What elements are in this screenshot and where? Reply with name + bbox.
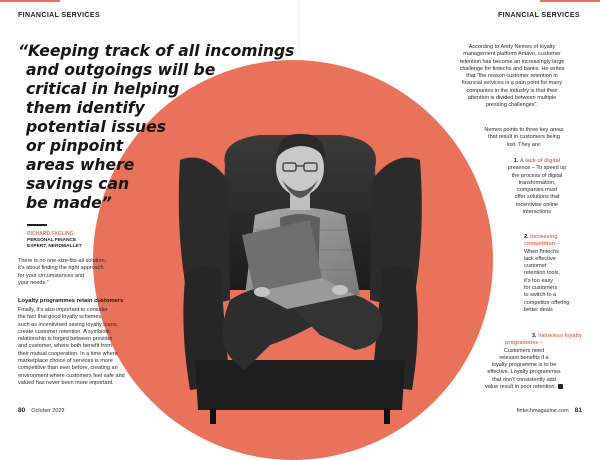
body-line: marketplace choice of services is more <box>18 358 113 365</box>
body-line: Nemes points to three key areas <box>484 127 564 133</box>
section-label-right: FINANCIAL SERVICES <box>497 12 580 19</box>
body-line: challenge for fintechs and banks. He writes <box>459 65 565 72</box>
body-line: Customers need <box>503 347 545 354</box>
pull-quote <box>18 42 295 213</box>
body-line: There is no one-size-fits-all solution; <box>18 258 107 264</box>
body-line: environment where customers feel safe and <box>18 372 125 379</box>
pull-quote-line: critical in helping <box>26 80 180 98</box>
body-line: interactions <box>522 209 552 216</box>
top-accent-rule-right <box>540 0 600 2</box>
section-label-left: FINANCIAL SERVICES <box>18 12 101 19</box>
body-line: customer <box>524 263 547 270</box>
key-point-3 <box>466 333 582 391</box>
top-accent-rule-left <box>0 0 60 2</box>
body-line: companies in the industry is that their <box>466 87 558 94</box>
end-of-article-icon <box>558 384 563 389</box>
body-line: Finally, it’s also important to consider <box>18 307 108 313</box>
pull-quote-line: savings can <box>26 175 130 193</box>
body-line: better deals <box>524 306 553 313</box>
body-line: retention tools, <box>524 270 561 277</box>
right-body-intro <box>438 44 586 110</box>
body-line: create customer retention. A symbiotic <box>18 328 111 335</box>
key-point-title: 3. Valueless loyalty <box>531 333 582 339</box>
body-line: transformation, <box>518 179 556 186</box>
issue-date: October 2022 <box>31 408 65 414</box>
left-body-paragraph <box>18 307 168 387</box>
body-line: presence – To speed up <box>507 165 567 172</box>
body-line: loyalty programme is to be <box>491 362 557 369</box>
body-line: the process of digital <box>511 172 563 179</box>
body-line: competitor offering <box>524 299 570 306</box>
body-line: effective. Loyalty programmes <box>487 369 561 376</box>
body-line: it’s too easy <box>524 277 553 284</box>
left-body-intro <box>18 258 168 287</box>
pull-quote-line: be made” <box>26 194 112 212</box>
quote-attribution-name: RICHARD FAGLING <box>27 231 74 237</box>
pull-quote-line: potential issues <box>26 118 166 136</box>
key-point-title-2: competition – <box>524 241 560 248</box>
body-line: attention is divided between multiple <box>467 95 557 102</box>
page-number-left: 80 <box>18 407 26 414</box>
body-line: lost. They are: <box>506 141 542 148</box>
footer-right <box>517 407 582 414</box>
body-line: it’s about finding the right approach <box>18 265 104 272</box>
pull-quote-line: or pinpoint <box>26 137 124 155</box>
body-line: such as incentivised saving loyalty loans, <box>18 321 118 328</box>
key-point-title: 2. Increasing <box>524 234 558 240</box>
page-number-right: 81 <box>574 407 582 414</box>
body-line: competitive than ever before, creating an <box>18 365 118 372</box>
body-line: for customers <box>524 285 558 292</box>
body-line: your needs.” <box>18 279 49 286</box>
pull-quote-line: “Keeping track of all incomings <box>18 42 295 60</box>
pull-quote-line: and outgoings will be <box>26 61 216 79</box>
body-line: relevant benefits if a <box>499 354 549 361</box>
pull-quote-line: areas where <box>26 156 135 174</box>
body-line: the fact that good loyalty schemes, <box>18 314 103 321</box>
body-line: their mutual cooperation. In a time where <box>18 350 118 357</box>
key-point-2 <box>524 234 586 314</box>
body-line: According to Andy Nemes of loyalty <box>468 44 556 50</box>
magazine-site: fintechmagazine.com <box>516 408 569 414</box>
quote-attribution-title: PERSONAL FINANCE EXPERT, NERDWALLET <box>27 238 82 249</box>
body-line: valued has never been more important. <box>18 379 114 386</box>
key-point-title: 1. A lack of digital <box>513 158 561 164</box>
key-point-title-2: programmes – <box>505 340 543 347</box>
body-line: retention has become an increasingly large <box>459 58 565 65</box>
body-line: lack effective <box>524 255 556 262</box>
body-line-last: value result in poor retention. <box>466 384 582 391</box>
body-line: that don’t consistently add <box>492 376 556 383</box>
body-line: companies must <box>516 187 558 194</box>
pull-quote-line: them identify <box>26 99 145 117</box>
body-line: that result in customers being <box>488 134 560 141</box>
left-body-subhead: Loyalty programmes retain customers <box>18 298 124 304</box>
body-line: relationship is forged between provider <box>18 336 113 343</box>
footer-left <box>18 407 65 414</box>
key-point-1 <box>490 158 584 216</box>
body-line: and customer, where both benefit from <box>18 343 112 350</box>
body-line: to switch to a <box>524 292 557 299</box>
body-line: financial services is a pain point for many <box>461 80 563 87</box>
quote-divider <box>27 224 47 226</box>
body-line: incentivise online <box>516 201 558 208</box>
body-line: for your circumstances and <box>18 272 85 279</box>
body-line: management platform Antavo, customer <box>463 51 561 58</box>
body-line: pressing challenges”. <box>486 102 538 109</box>
body-line: When fintechs <box>524 248 559 255</box>
right-body-lead <box>468 127 580 149</box>
body-line: that “the reason customer retention in <box>466 73 558 80</box>
body-line: offer solutions that <box>514 194 560 201</box>
